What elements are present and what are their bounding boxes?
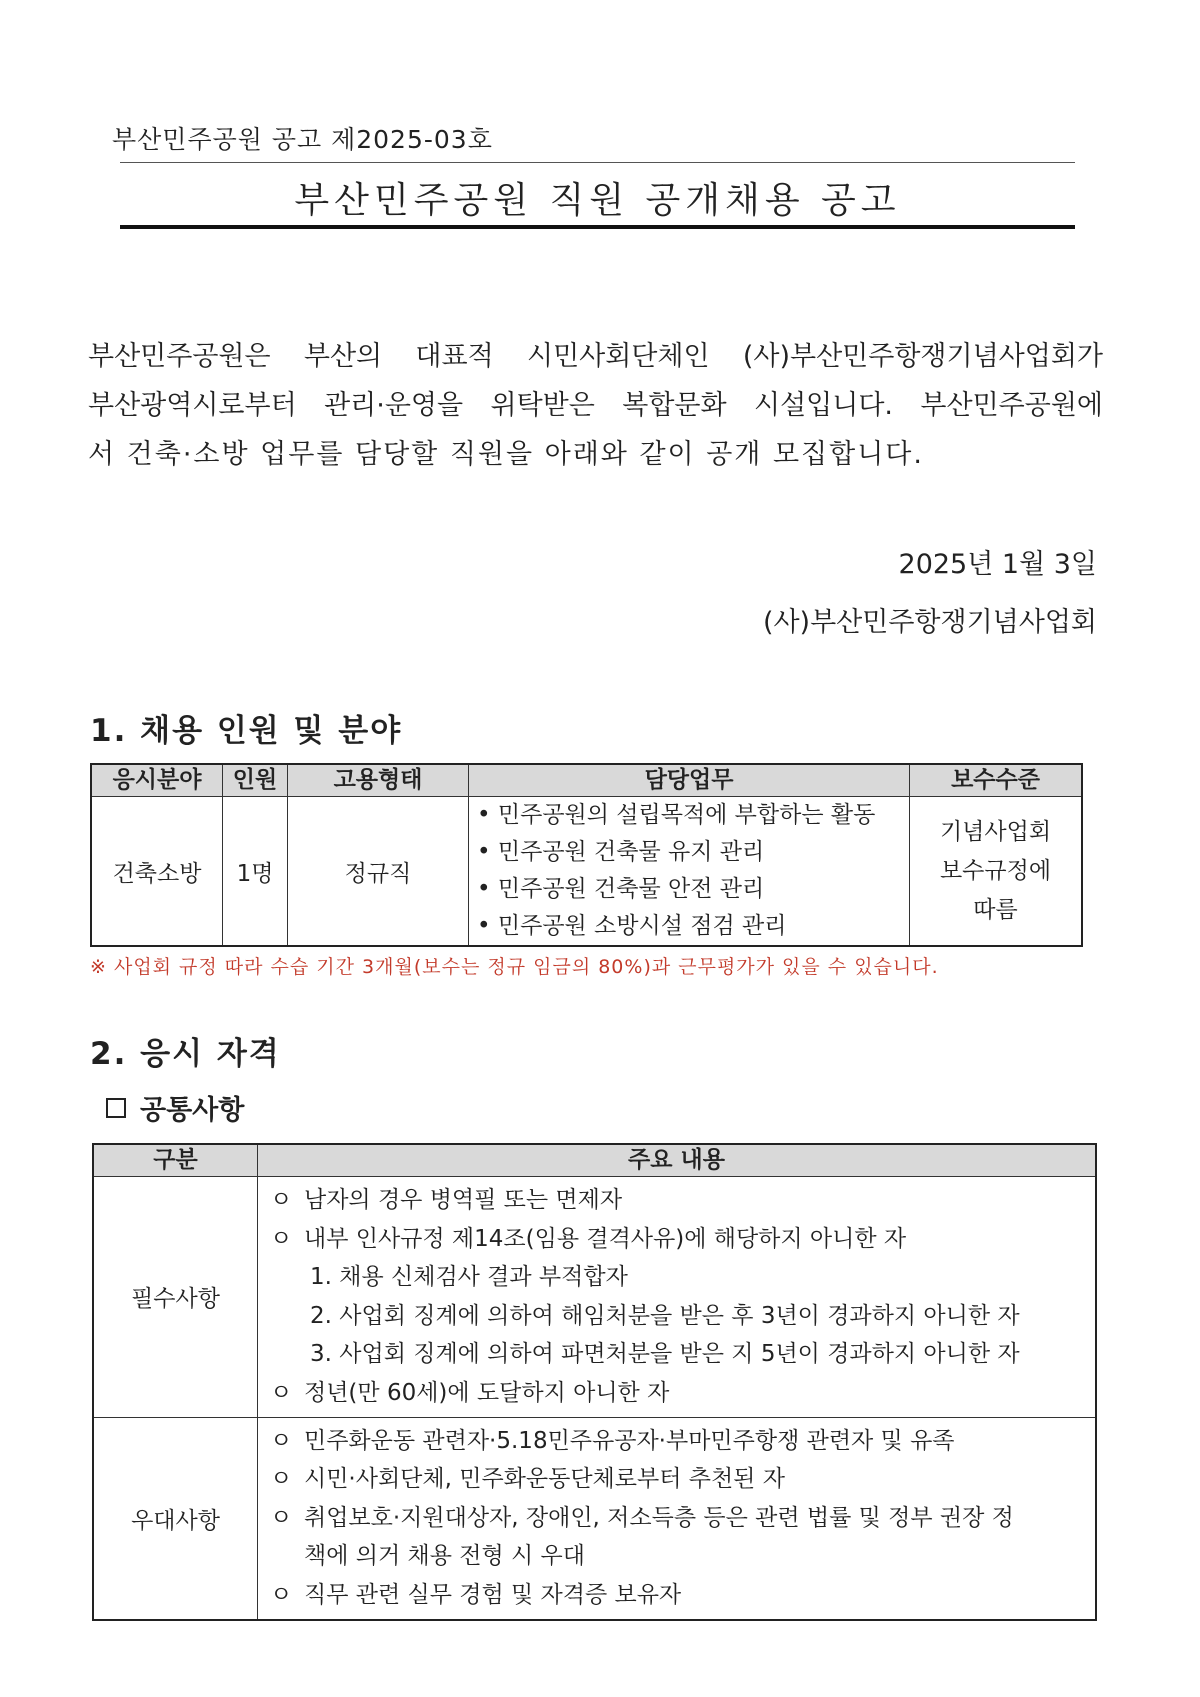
checkbox-icon (106, 1098, 126, 1118)
list-item-text: 남자의 경우 병역필 또는 면제자 (304, 1187, 623, 1213)
qualification-table (92, 1143, 1097, 1621)
cell-duties (469, 797, 910, 947)
header-rule (120, 162, 1075, 163)
cell-required-label: 필수사항 (93, 1177, 258, 1418)
cell-count: 1명 (223, 797, 288, 947)
list-item (270, 1374, 1087, 1413)
header-type: 고용형태 (288, 764, 469, 797)
circle-bullet-icon: ㅇ (270, 1225, 293, 1252)
list-item-text: 취업보호·지원대상자, 장애인, 저소득층 등은 관련 법률 및 정부 권장 정 (304, 1504, 1014, 1531)
cell-preferred-label: 우대사항 (93, 1417, 258, 1619)
list-item-text: 내부 인사규정 제14조(임용 결격사유)에 해당하지 아니한 자 (304, 1225, 907, 1252)
circle-bullet-icon: ㅇ (270, 1427, 293, 1454)
circle-bullet-icon: ㅇ (270, 1466, 293, 1493)
table-header-row (91, 764, 1082, 797)
intro-line: 서 건축·소방 업무를 담당할 직원을 아래와 같이 공개 모집합니다. (88, 439, 924, 470)
intro-paragraph (88, 332, 1103, 479)
list-item-text: 정년(만 60세)에 도달하지 아니한 자 (304, 1379, 670, 1406)
duty-item: • 민주공원 건축물 안전 관리 (477, 876, 765, 902)
notice-number: 부산민주공원 공고 제2025-03호 (112, 125, 493, 154)
pay-line: 기념사업회 (939, 818, 1052, 845)
table-header-row (93, 1144, 1096, 1177)
subtitle-text: 공통사항 (140, 1095, 245, 1126)
pay-line: 따름 (973, 896, 1018, 923)
list-item-text: 민주화운동 관련자·5.18민주유공자·부마민주항쟁 관련자 및 유족 (304, 1427, 955, 1454)
table-row (93, 1177, 1096, 1418)
list-item (270, 1422, 1087, 1461)
cell-required-content (258, 1177, 1097, 1418)
document-title: 부산민주공원 직원 공개채용 공고 (294, 180, 901, 221)
sub-list-item: 1. 채용 신체검사 결과 부적합자 (310, 1264, 628, 1291)
cell-preferred-content (258, 1417, 1097, 1619)
list-item-text: 직무 관련 실무 경험 및 자격증 보유자 (304, 1581, 682, 1608)
section-1-title: 1. 채용 인원 및 분야 (90, 713, 403, 749)
pay-line: 보수규정에 (939, 857, 1052, 884)
sub-list-item: 3. 사업회 징계에 의하여 파면처분을 받은 지 5년이 경과하지 아니한 자 (310, 1341, 1020, 1368)
list-item (270, 1499, 1087, 1538)
cell-type: 정규직 (288, 797, 469, 947)
circle-bullet-icon: ㅇ (270, 1504, 293, 1531)
duty-item: • 민주공원 건축물 유지 관리 (477, 839, 765, 865)
title-rule (120, 225, 1075, 229)
list-item (270, 1220, 1087, 1259)
duty-item: • 민주공원의 설립목적에 부합하는 활동 (477, 802, 876, 828)
list-item-continuation: 책에 의거 채용 전형 시 우대 (304, 1543, 585, 1570)
sub-list-item: 2. 사업회 징계에 의하여 해임처분을 받은 후 3년이 경과하지 아니한 자 (310, 1302, 1020, 1329)
intro-line: 부산광역시로부터 관리·운영을 위탁받은 복합문화 시설입니다. 부산민주공원에 (88, 390, 1103, 421)
header-duties: 담당업무 (469, 764, 910, 797)
circle-bullet-icon: ㅇ (270, 1187, 293, 1213)
probation-note: ※ 사업회 규정 따라 수습 기간 3개월(보수는 정규 임금의 80%)과 근무평가가 있을 수 있습니다. (90, 956, 939, 978)
section-2-title: 2. 응시 자격 (90, 1036, 281, 1072)
cell-field: 건축소방 (91, 797, 223, 947)
circle-bullet-icon: ㅇ (270, 1581, 293, 1608)
issuing-organization: (사)부산민주항쟁기념사업회 (762, 607, 1097, 638)
header-pay: 보수수준 (910, 764, 1083, 797)
notice-date: 2025년 1월 3일 (898, 549, 1097, 580)
header-category: 구분 (93, 1144, 258, 1177)
table-row (93, 1417, 1096, 1619)
list-item (270, 1460, 1087, 1499)
header-count: 인원 (223, 764, 288, 797)
list-item (270, 1576, 1087, 1615)
list-item-text: 시민·사회단체, 민주화운동단체로부터 추천된 자 (304, 1466, 785, 1493)
cell-pay (910, 797, 1083, 947)
list-item (270, 1181, 1087, 1220)
header-content: 주요 내용 (258, 1144, 1097, 1177)
recruitment-table (90, 763, 1083, 947)
table-row (91, 797, 1082, 947)
duty-item: • 민주공원 소방시설 점검 관리 (477, 913, 787, 939)
header-field: 응시분야 (91, 764, 223, 797)
common-requirements-title (106, 1088, 244, 1127)
intro-line: 부산민주공원은 부산의 대표적 시민사회단체인 (사)부산민주항쟁기념사업회가 (88, 341, 1103, 372)
circle-bullet-icon: ㅇ (270, 1379, 293, 1406)
